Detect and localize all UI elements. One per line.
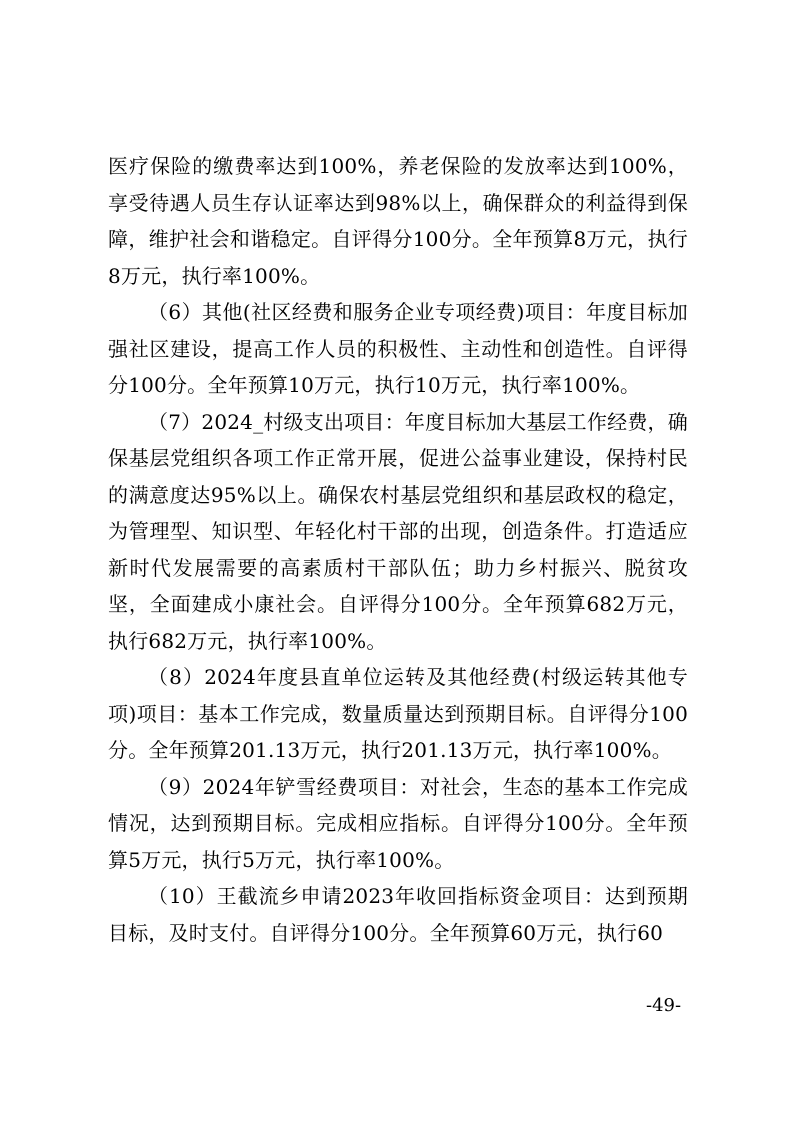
- paragraph-item-6: （6）其他(社区经费和服务企业专项经费)项目：年度目标加强社区建设，提高工作人员的积极性、主动性和创造性。自评得分100分。全年预算10万元，执行10万元，执行率100%。: [108, 300, 688, 397]
- document-body: [108, 148, 688, 951]
- page-number: -49-: [646, 995, 682, 1016]
- paragraph-item-8: （8）2024年度县直单位运转及其他经费(村级运转其他专项)项目：基本工作完成，数量质量达到预期目标。自评得分100分。全年预算201.13万元，执行201.13万元，执行率100%。: [108, 665, 688, 762]
- paragraph-item-7: （7）2024_村级支出项目：年度目标加大基层工作经费，确保基层党组织各项工作正常开展，促进公益事业建设，保持村民的满意度达95%以上。确保农村基层党组织和基层政权的稳定，为管理型、知识型、年轻化村干部的出现，创造条件。打造适应新时代发展需要的高素质村干部队伍；助力乡村振兴、脱贫攻坚，全面建成小康社会。自评得分100分。全年预算682万元，执行682万元，执行率100%。: [108, 409, 688, 653]
- paragraph-insurance-continued: 医疗保险的缴费率达到100%，养老保险的发放率达到100%，享受待遇人员生存认证率达到98%以上，确保群众的利益得到保障，维护社会和谐稳定。自评得分100分。全年预算8万元，执行8万元，执行率100%。: [108, 154, 688, 288]
- paragraph-item-10: （10）王截流乡申请2023年收回指标资金项目：达到预期目标，及时支付。自评得分100分。全年预算60万元，执行60: [108, 884, 688, 945]
- paragraph-item-9: （9）2024年铲雪经费项目：对社会，生态的基本工作完成情况，达到预期目标。完成相应指标。自评得分100分。全年预算5万元，执行5万元，执行率100%。: [108, 774, 688, 872]
